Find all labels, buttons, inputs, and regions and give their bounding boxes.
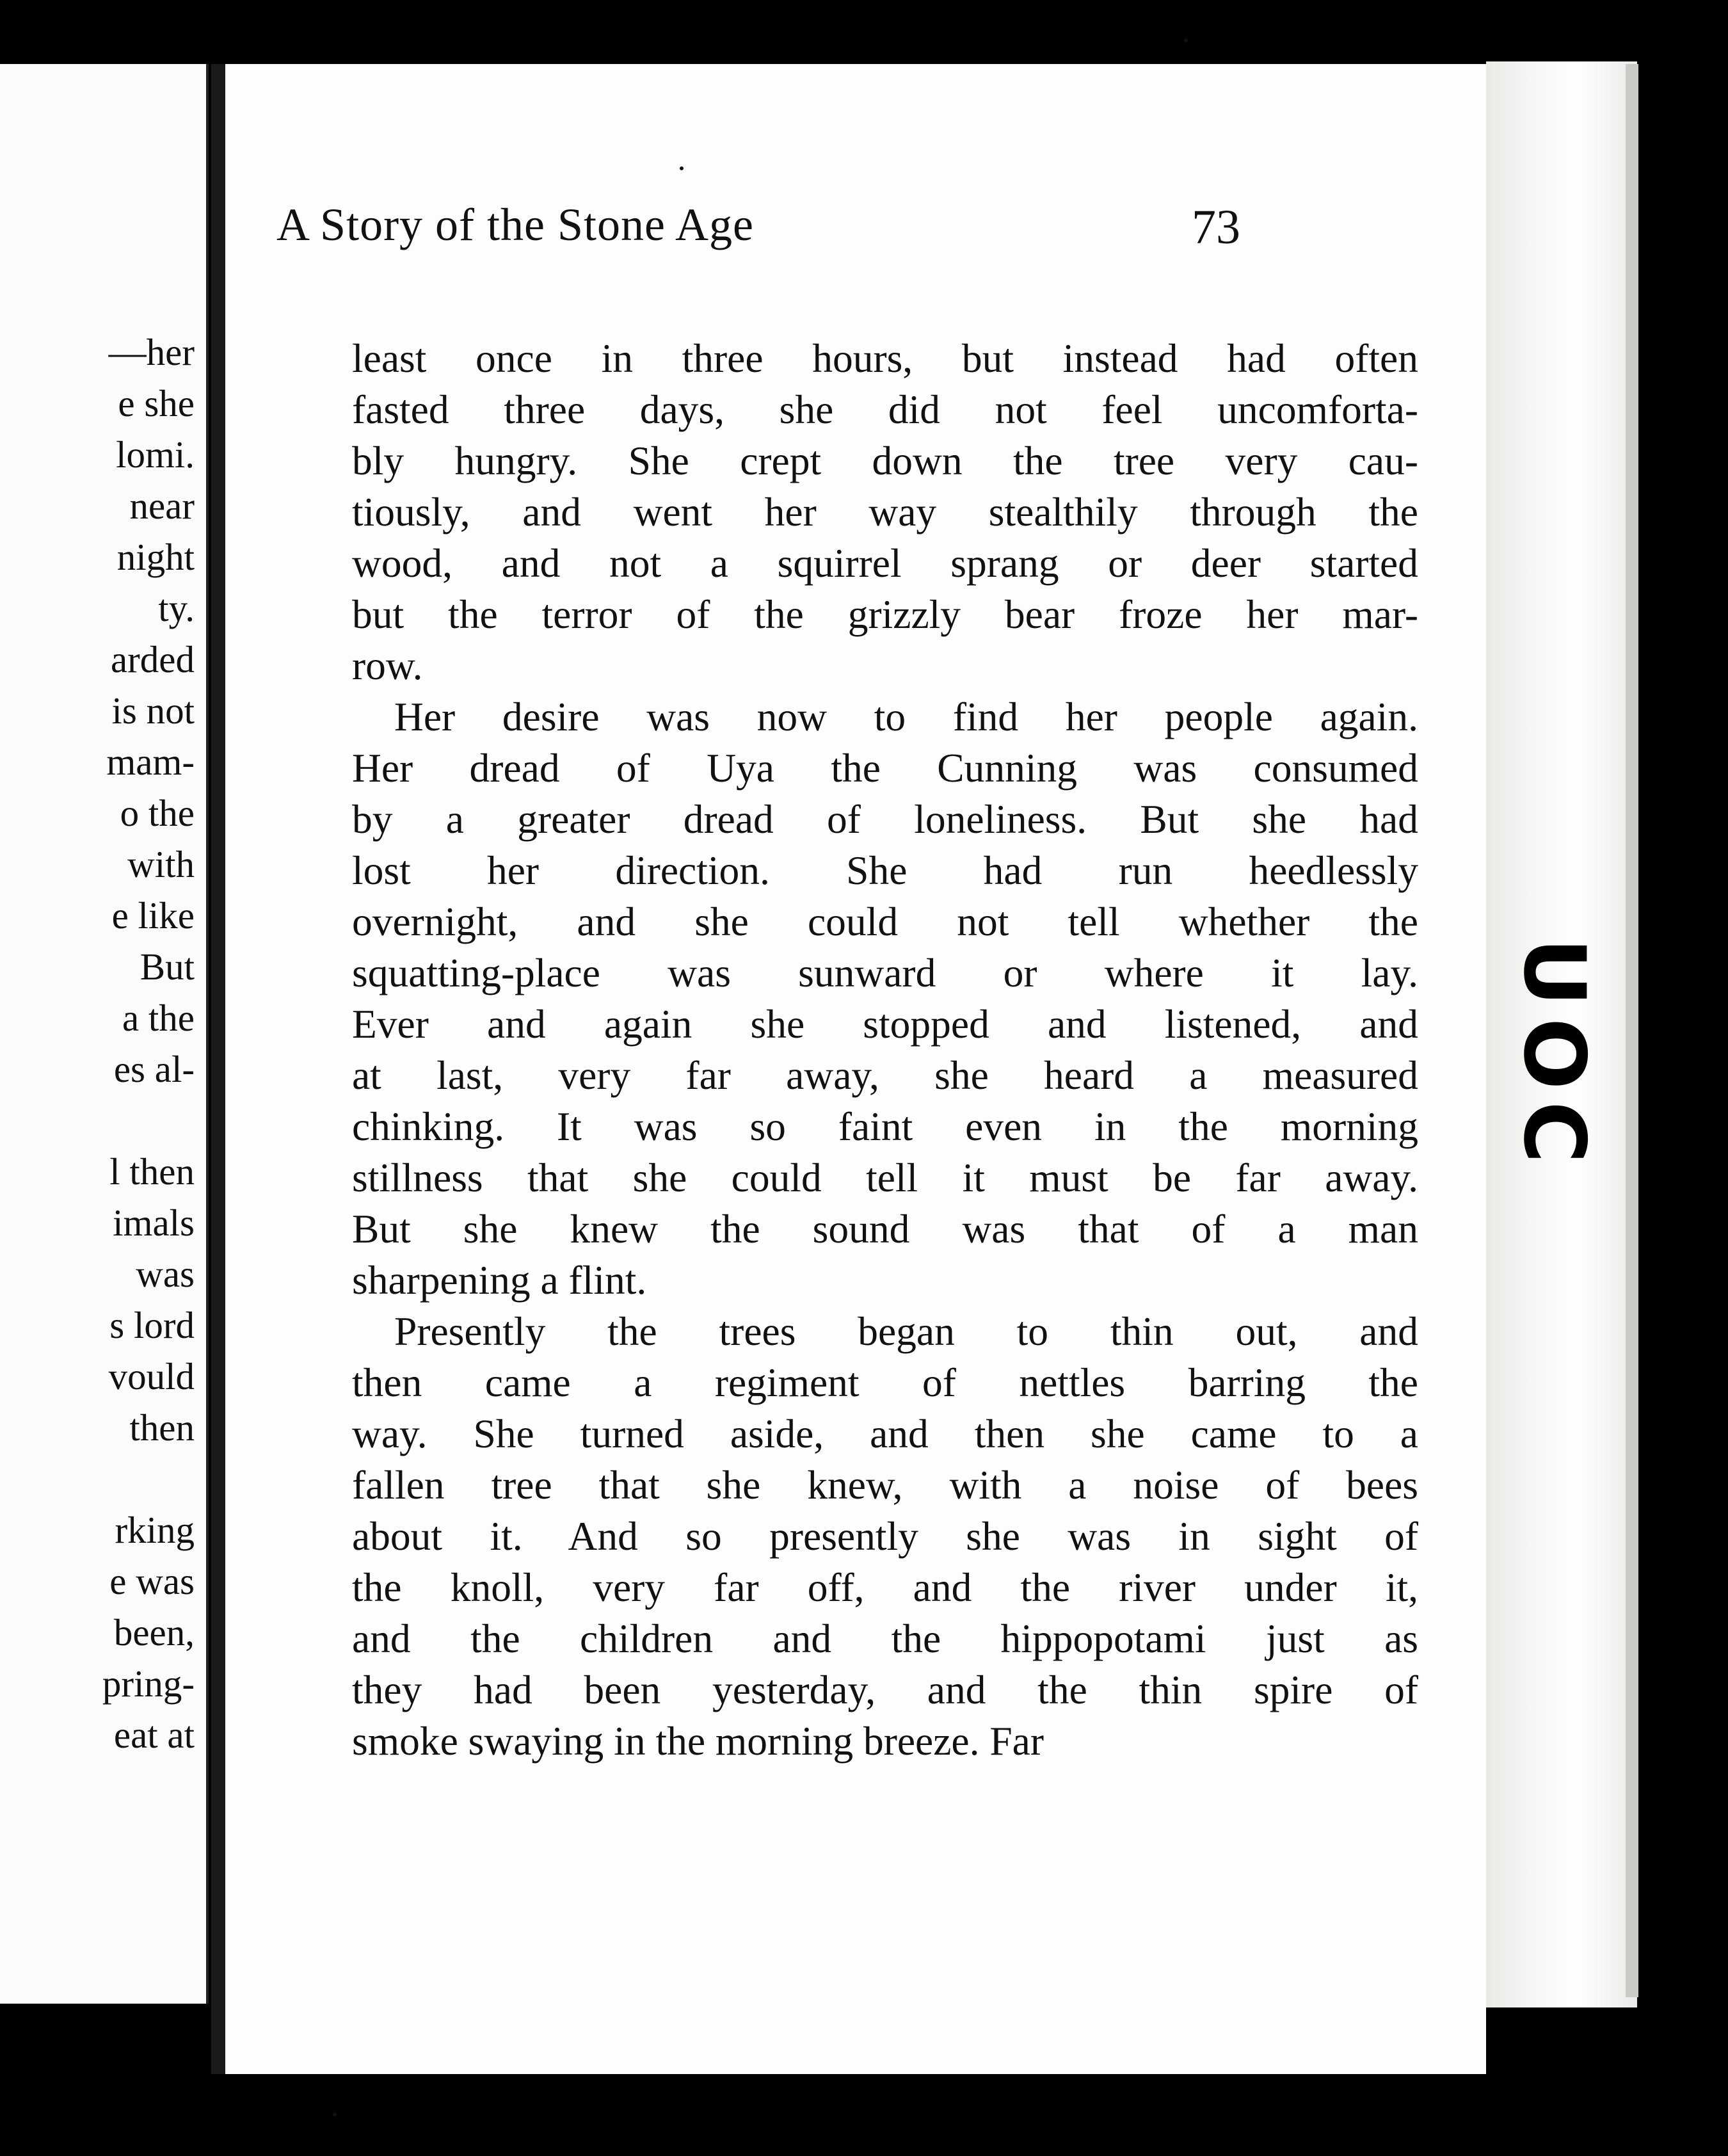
text-line: stillness that she could tell it must be far away. xyxy=(352,1155,1418,1200)
text-line: squatting-place was sunward or where it lay. xyxy=(352,950,1418,995)
text-line: by a greater dread of loneliness. But she had xyxy=(352,796,1418,842)
left-page-line: e she xyxy=(118,382,195,424)
left-page-line: —her xyxy=(108,331,195,373)
book-page xyxy=(225,64,1486,2074)
text-line: smoke swaying in the morning breeze. Far xyxy=(352,1718,1044,1764)
left-page-line: e was xyxy=(109,1560,195,1602)
book-edge-shadow xyxy=(1626,64,1638,1997)
text-line: Her dread of Uya the Cunning was consumed xyxy=(352,745,1418,791)
scan-speck xyxy=(1184,38,1188,42)
left-page-line: s lord xyxy=(109,1304,195,1346)
left-page-line: been, xyxy=(113,1611,195,1653)
text-line: sharpening a flint. xyxy=(352,1257,647,1303)
text-line: fallen tree that she knew, with a noise of bees xyxy=(352,1462,1418,1508)
text-line: at last, very far away, she heard a measured xyxy=(352,1052,1418,1098)
running-head xyxy=(276,173,1240,262)
library-stamp-text: UOC xyxy=(1505,937,1603,1175)
left-page-line: with xyxy=(127,843,195,885)
left-page-line: pring- xyxy=(102,1662,195,1705)
text-line: and the children and the hippopotami just as xyxy=(352,1616,1418,1661)
left-page-line: o the xyxy=(120,792,195,834)
text-line: tiously, and went her way stealthily through the xyxy=(352,489,1418,535)
left-page-line: ty. xyxy=(158,587,195,629)
left-page-line: near xyxy=(129,485,195,527)
text-line: lost her direction. She had run heedlessly xyxy=(352,848,1418,893)
left-page-line: es al- xyxy=(113,1048,195,1090)
left-page-line: a the xyxy=(122,997,195,1039)
left-page-line: imals xyxy=(113,1202,195,1244)
page-body-text xyxy=(352,333,1418,1767)
text-line: least once in three hours, but instead had often xyxy=(352,335,1418,381)
text-line: way. She turned aside, and then she came to a xyxy=(352,1411,1418,1456)
text-line: But she knew the sound was that of a man xyxy=(352,1206,1418,1251)
text-line: overnight, and she could not tell whether the xyxy=(352,899,1418,944)
left-page-line: arded xyxy=(110,638,195,680)
left-page-line: vould xyxy=(108,1355,195,1397)
text-line: then came a regiment of nettles barring the xyxy=(352,1360,1418,1405)
text-line: Her desire was now to find her people again. xyxy=(394,694,1418,739)
text-line: bly hungry. She crept down the tree very cau- xyxy=(352,438,1418,483)
left-page-line: But xyxy=(140,945,195,988)
left-page-line: is not xyxy=(111,689,195,732)
library-stamp xyxy=(1505,915,1603,1197)
left-page-line: rking xyxy=(115,1509,195,1551)
scan-speck xyxy=(333,2112,337,2116)
previous-page-fragment xyxy=(0,64,209,2004)
text-line: but the terror of the grizzly bear froze her mar- xyxy=(352,591,1418,637)
left-page-line: lomi. xyxy=(116,433,195,476)
text-line: Presently the trees began to thin out, and xyxy=(394,1308,1418,1354)
text-line: fasted three days, she did not feel uncomforta- xyxy=(352,387,1418,432)
left-page-line: mam- xyxy=(106,741,195,783)
text-line: row. xyxy=(352,643,423,688)
left-page-line: was xyxy=(136,1253,195,1295)
left-page-line: night xyxy=(116,536,195,578)
text-line: about it. And so presently she was in sight of xyxy=(352,1513,1418,1559)
scan-speck xyxy=(680,166,684,170)
text-line: chinking. It was so faint even in the morning xyxy=(352,1104,1418,1149)
text-line: wood, and not a squirrel sprang or deer started xyxy=(352,540,1418,586)
left-page-line: eat at xyxy=(113,1714,195,1756)
text-line: Ever and again she stopped and listened, and xyxy=(352,1001,1418,1047)
text-line: they had been yesterday, and the thin spire of xyxy=(352,1667,1418,1712)
left-page-line: l then xyxy=(109,1150,195,1193)
left-page-line: e like xyxy=(111,894,195,937)
page-number: 73 xyxy=(1192,200,1240,254)
running-title: A Story of the Stone Age xyxy=(276,199,754,250)
left-page-line: then xyxy=(129,1406,195,1449)
text-line: the knoll, very far off, and the river under it, xyxy=(352,1565,1418,1610)
